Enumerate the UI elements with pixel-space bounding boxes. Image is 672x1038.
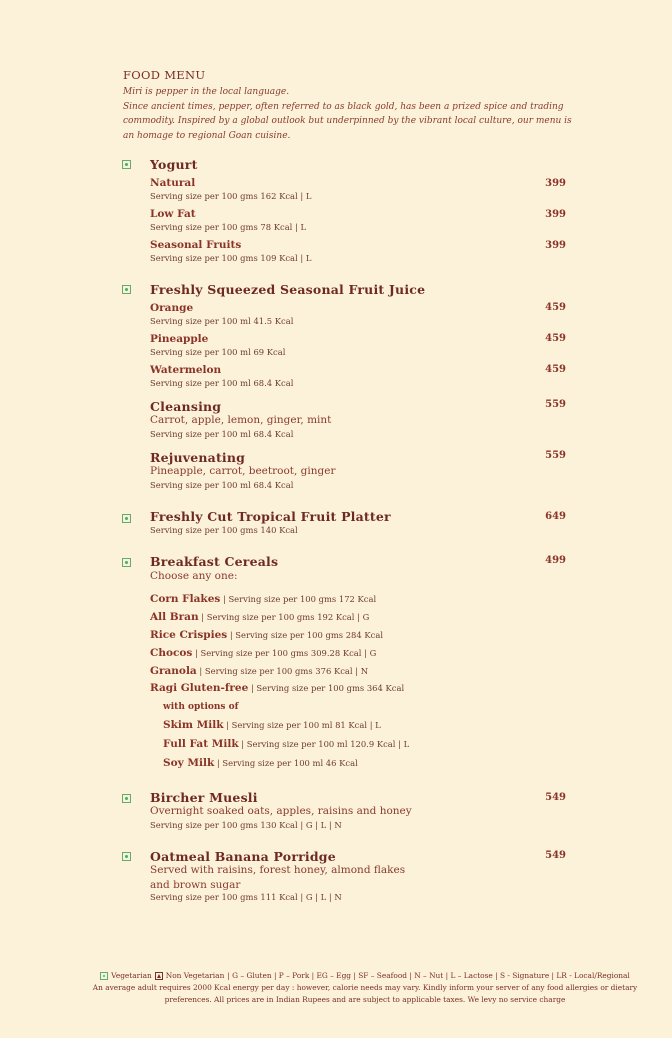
menu-item-price: 559 <box>545 450 566 461</box>
menu-item-price: 559 <box>545 399 566 410</box>
section-title-cereals: Breakfast Cereals <box>150 554 279 569</box>
veg-indicator-icon <box>122 852 131 861</box>
menu-item-rejuvenating: Rejuvenating <box>150 450 246 465</box>
menu-item-serving: Serving size per 100 gms 162 Kcal | L <box>150 191 312 201</box>
menu-item-serving: Serving size per 100 gms 109 Kcal | L <box>150 253 312 263</box>
menu-item-serving: Serving size per 100 gms 140 Kcal <box>150 525 298 535</box>
menu-item-price: 399 <box>545 240 566 251</box>
cereal-option: Corn Flakes | Serving size per 100 gms 172 Kcal <box>150 593 377 605</box>
cereal-option: Rice Crispies | Serving size per 100 gms 284 Kcal <box>150 629 383 641</box>
menu-item-price: 549 <box>545 850 566 861</box>
cereal-option: All Bran | Serving size per 100 gms 192 Kcal | G <box>150 611 370 623</box>
section-title-yogurt: Yogurt <box>150 157 198 172</box>
menu-item-price: 399 <box>545 178 566 189</box>
menu-item-price: 459 <box>545 302 566 313</box>
menu-item-serving: Serving size per 100 gms 130 Kcal | G | L | N <box>150 820 342 830</box>
cereal-option: Chocos | Serving size per 100 gms 309.28 Kcal | G <box>150 647 377 659</box>
milk-option: Soy Milk | Serving size per 100 ml 46 Kcal <box>163 757 358 769</box>
menu-item-name: Low Fat <box>150 208 196 220</box>
menu-item-name: Watermelon <box>150 364 222 376</box>
veg-indicator-icon <box>122 285 131 294</box>
non-veg-indicator-icon <box>155 972 163 980</box>
menu-item-description: Served with raisins, forest honey, almond flakes and brown sugar <box>150 864 406 891</box>
veg-indicator-icon <box>122 160 131 169</box>
menu-item-serving: Serving size per 100 ml 68.4 Kcal <box>150 378 294 388</box>
section-title-juice: Freshly Squeezed Seasonal Fruit Juice <box>150 282 426 297</box>
veg-label: Vegetarian <box>111 971 152 980</box>
dietary-legend <box>90 970 640 982</box>
menu-item-price: 399 <box>545 209 566 220</box>
milk-option: Skim Milk | Serving size per 100 ml 81 Kcal | L <box>163 719 381 731</box>
menu-item-name: Orange <box>150 302 194 314</box>
page-title: FOOD MENU <box>123 68 206 82</box>
veg-indicator-icon <box>122 514 131 523</box>
menu-item-price: 459 <box>545 333 566 344</box>
menu-item-name: Natural <box>150 177 196 189</box>
footer-disclaimer: An average adult requires 2000 Kcal energy per day : however, calorie needs may vary. Kindly inform your server of any food allergies or dietary preferences. All prices are in Indian Rupees and are subject to applicable taxes. We levy no service charge <box>92 983 638 1004</box>
cereal-option: Ragi Gluten-free | Serving size per 100 gms 364 Kcal <box>150 682 405 694</box>
section-title-porridge: Oatmeal Banana Porridge <box>150 849 336 864</box>
menu-item-serving: Serving size per 100 ml 68.4 Kcal <box>150 429 294 439</box>
veg-indicator-icon <box>122 558 131 567</box>
menu-item-description: Carrot, apple, lemon, ginger, mint <box>150 414 332 426</box>
menu-item-cleansing: Cleansing <box>150 399 222 414</box>
menu-item-description: Pineapple, carrot, beetroot, ginger <box>150 465 336 477</box>
menu-item-price: 649 <box>545 511 566 522</box>
menu-item-price: 459 <box>545 364 566 375</box>
menu-item-description: Overnight soaked oats, apples, raisins and honey <box>150 805 412 817</box>
menu-item-serving: Serving size per 100 ml 68.4 Kcal <box>150 480 294 490</box>
menu-item-price: 499 <box>545 555 566 566</box>
milk-options-label: with options of <box>163 702 239 712</box>
cereal-option: Granola | Serving size per 100 gms 376 Kcal | N <box>150 665 369 677</box>
footer-notes <box>90 970 640 1006</box>
intro-text: Since ancient times, pepper, often referred to as black gold, has been a prized spice and trading commodity. Inspired by a global outlook but underpinned by the vibrant local culture, our menu is an homage to regional Goan cuisine. <box>123 101 572 141</box>
veg-indicator-icon <box>100 972 108 980</box>
menu-item-name: Pineapple <box>150 333 209 345</box>
menu-item-serving: Serving size per 100 gms 78 Kcal | L <box>150 222 307 232</box>
veg-indicator-icon <box>122 794 131 803</box>
menu-header <box>123 68 573 143</box>
section-title-platter: Freshly Cut Tropical Fruit Platter <box>150 509 391 524</box>
cereals-choose-label: Choose any one: <box>150 570 238 582</box>
milk-option: Full Fat Milk | Serving size per 100 ml 120.9 Kcal | L <box>163 738 410 750</box>
menu-item-serving: Serving size per 100 gms 111 Kcal | G | L | N <box>150 892 342 902</box>
menu-item-price: 549 <box>545 792 566 803</box>
allergen-legend: | G – Gluten | P – Pork | EG – Egg | SF – Seafood | N – Nut | L – Lactose | S - Signature | LR - Local/Regional <box>227 971 630 980</box>
menu-item-serving: Serving size per 100 ml 41.5 Kcal <box>150 316 294 326</box>
non-veg-label: Non Vegetarian <box>165 971 225 980</box>
tagline: Miri is pepper in the local language. <box>123 87 290 97</box>
section-title-muesli: Bircher Muesli <box>150 790 258 805</box>
menu-item-name: Seasonal Fruits <box>150 239 242 251</box>
menu-item-serving: Serving size per 100 ml 69 Kcal <box>150 347 286 357</box>
